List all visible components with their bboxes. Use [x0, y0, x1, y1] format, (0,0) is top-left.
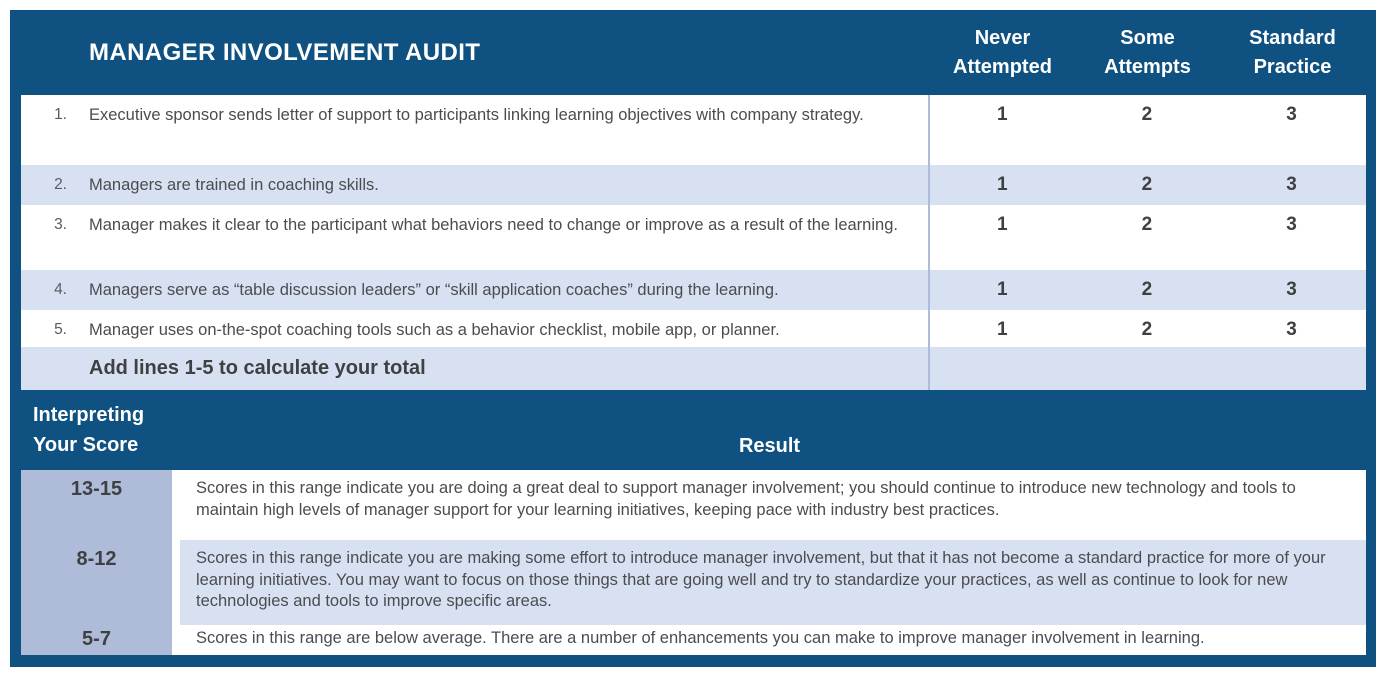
total-label: Add lines 1-5 to calculate your total: [21, 347, 930, 390]
audit-statement: Managers serve as “table discussion leaders” or “skill application coaches” during the learning.: [89, 281, 779, 299]
audit-statement: Executive sponsor sends letter of support to participants linking learning objectives with company strategy.: [89, 106, 864, 124]
interpretation-row: [21, 540, 1366, 625]
score-description: Scores in this range indicate you are doing a great deal to support manager involvement; you should continue to introduce new technology and tools to maintain high levels of manager support for your learning initiatives, keeping pace with industry best practices.: [180, 470, 1366, 540]
page-title: MANAGER INVOLVEMENT AUDIT: [89, 38, 481, 66]
row-number: 3.: [54, 216, 67, 233]
rating-value-3: 3: [1286, 319, 1297, 340]
score-range: 13-15: [21, 470, 172, 540]
rating-column-headers: [930, 24, 1366, 82]
audit-header: [21, 10, 1366, 95]
column-header-some-attempts: Some Attempts: [1104, 26, 1191, 78]
interpretation-row: [21, 625, 1366, 655]
table-row: [21, 165, 1366, 205]
audit-statement: Manager uses on-the-spot coaching tools such as a behavior checklist, mobile app, or planner.: [89, 321, 780, 339]
rating-value-2: 2: [1141, 214, 1153, 235]
rating-value-1: 1: [997, 279, 1008, 300]
row-number: 2.: [54, 176, 67, 193]
row-number: 5.: [54, 321, 67, 338]
table-row: [21, 205, 1366, 270]
total-row: [21, 347, 1366, 390]
score-range: 8-12: [21, 540, 172, 625]
score-description: Scores in this range are below average. There are a number of enhancements you can make to improve manager involvement in learning.: [180, 625, 1366, 655]
rating-value-2: 2: [1141, 279, 1153, 300]
rating-value-2: 2: [1141, 104, 1153, 125]
score-range: 5-7: [21, 625, 172, 655]
rating-value-2: 2: [1141, 174, 1153, 195]
rating-value-1: 1: [997, 104, 1008, 125]
audit-statement: Manager makes it clear to the participant what behaviors need to change or improve as a result of the learning.: [89, 216, 898, 234]
rating-value-2: 2: [1141, 319, 1153, 340]
interpretation-row: [21, 470, 1366, 540]
divider: [172, 625, 180, 655]
rating-value-1: 1: [997, 174, 1008, 195]
result-label: Result: [738, 435, 801, 457]
rating-value-3: 3: [1286, 174, 1297, 195]
row-number: 1.: [54, 106, 67, 123]
audit-statement: Managers are trained in coaching skills.: [89, 176, 379, 194]
rating-value-3: 3: [1286, 279, 1297, 300]
divider: [172, 540, 180, 625]
rating-value-3: 3: [1286, 104, 1297, 125]
score-description: Scores in this range indicate you are making some effort to introduce manager involvement, but that it has not become a standard practice for more of your learning initiatives. You may want to focus on those things that are going well and try to standardize your practices, as well as continue to look for new technologies and tools to improve specific areas.: [180, 540, 1366, 625]
table-row: [21, 270, 1366, 310]
rating-value-1: 1: [997, 319, 1008, 340]
table-row: [21, 310, 1366, 347]
column-header-never-attempted: Never Attempted: [953, 26, 1052, 78]
row-number: 4.: [54, 281, 67, 298]
rating-value-3: 3: [1286, 214, 1297, 235]
audit-scorecard: [10, 10, 1376, 667]
rating-value-1: 1: [997, 214, 1008, 235]
interpretation-header: [21, 390, 1366, 470]
column-header-standard-practice: Standard Practice: [1249, 26, 1336, 78]
interpreting-your-score-label: Interpreting Your Score: [33, 404, 145, 456]
table-row: [21, 95, 1366, 165]
divider: [172, 470, 180, 540]
